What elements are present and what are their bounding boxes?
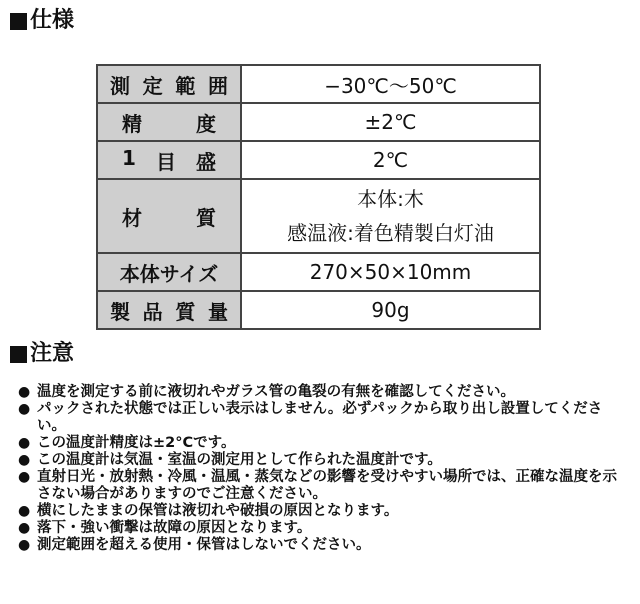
label-char: 盛 — [195, 149, 216, 174]
note-text: 落下・強い衝撃は故障の原因となります。 — [37, 520, 312, 536]
spec-row-weight — [97, 291, 540, 329]
spec-value-weight: 90g — [241, 291, 540, 329]
label-char: 質 — [175, 299, 196, 324]
label-char: 目 — [155, 149, 176, 174]
note-item — [18, 435, 630, 452]
bullet-icon: ● — [18, 469, 31, 485]
spec-label-weight — [97, 291, 241, 329]
label-char: 囲 — [207, 73, 228, 98]
note-text: パックされた状態では正しい表示はしません。必ずパックから取り出し設置してください。 — [37, 401, 603, 434]
spec-value-scale: 2℃ — [241, 141, 540, 179]
spec-value-range: −30℃～50℃ — [241, 65, 540, 103]
spec-label-material — [97, 179, 241, 253]
notes-section-title — [10, 343, 74, 365]
note-text: 直射日光・放射熱・冷風・温風・蒸気などの影響を受けやすい場所では、正確な温度を示さない場合がありますのでご注意ください。 — [37, 469, 617, 502]
note-text: この温度計は気温・室温の測定用として作られた温度計です。 — [37, 452, 442, 468]
bullet-icon: ● — [18, 384, 31, 400]
spec-label-range — [97, 65, 241, 103]
spec-row-material — [97, 179, 540, 253]
spec-row-scale — [97, 141, 540, 179]
label-char: 精 — [122, 111, 142, 136]
label-char: 測 — [110, 73, 130, 98]
spec-value-size: 270×50×10mm — [241, 253, 540, 291]
bullet-icon: ● — [18, 537, 31, 553]
label-char: 範 — [175, 73, 196, 98]
notes-list — [18, 384, 630, 554]
label-char: 製 — [110, 299, 130, 324]
note-text: この温度計精度は±2°Cです。 — [37, 435, 236, 451]
spec-title-text: 仕様 — [30, 8, 75, 33]
spec-row-accuracy — [97, 103, 540, 141]
note-text: 測定範囲を超える使用・保管はしないでください。 — [37, 537, 371, 553]
notes-title-text: 注意 — [30, 341, 75, 366]
note-text: 温度を測定する前に液切れやガラス管の亀裂の有無を確認してください。 — [37, 384, 516, 400]
label-char: 定 — [142, 73, 163, 98]
label-char: 材 — [122, 205, 142, 230]
label-char: 度 — [196, 111, 216, 136]
note-text: 横にしたままの保管は液切れや破損の原因となります。 — [37, 503, 399, 519]
bullet-icon: ● — [18, 503, 31, 519]
spec-value-accuracy: ±2℃ — [241, 103, 540, 141]
material-liquid: 感温液:着色精製白灯油 — [287, 221, 494, 245]
bullet-icon: ● — [18, 520, 31, 536]
square-bullet-icon — [10, 346, 27, 363]
bullet-icon: ● — [18, 435, 31, 451]
material-body: 本体:木 — [357, 187, 424, 211]
spec-label-scale — [97, 141, 241, 179]
label-char: 品 — [142, 299, 163, 324]
bullet-icon: ● — [18, 452, 31, 468]
note-item — [18, 503, 630, 520]
spec-row-size — [97, 253, 540, 291]
note-item — [18, 401, 630, 435]
label-char: 質 — [196, 205, 216, 230]
note-item — [18, 452, 630, 469]
bullet-icon: ● — [18, 401, 31, 417]
note-item — [18, 537, 630, 554]
spec-label-size: 本体サイズ — [97, 253, 241, 291]
label-char: 1 — [122, 145, 136, 170]
spec-label-accuracy — [97, 103, 241, 141]
spec-table — [96, 64, 541, 330]
note-item — [18, 469, 630, 503]
square-bullet-icon — [10, 13, 27, 30]
label-char: 量 — [207, 299, 228, 324]
note-item — [18, 520, 630, 537]
spec-value-material — [241, 179, 540, 253]
spec-section-title — [10, 10, 74, 32]
spec-row-range — [97, 65, 540, 103]
note-item — [18, 384, 630, 401]
